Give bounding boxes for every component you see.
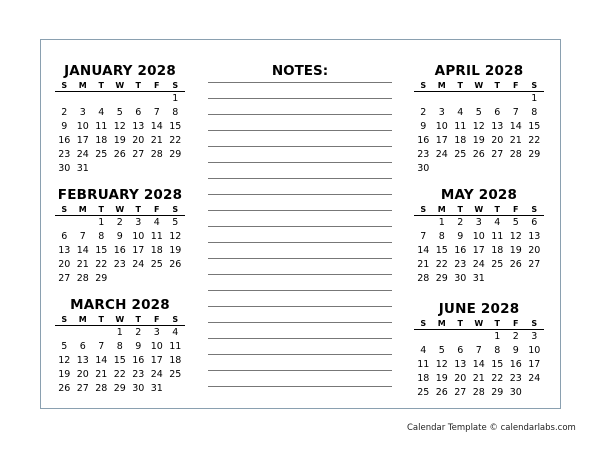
day-cell: 4 — [172, 327, 179, 338]
day-cell: 19 — [435, 373, 448, 384]
empty-day-cell — [74, 216, 93, 230]
day-cell: 4 — [153, 217, 160, 228]
day-cell: 17 — [472, 245, 485, 256]
day-cell: 18 — [417, 373, 430, 384]
month-title: JANUARY 2028 — [64, 63, 176, 79]
day-grid — [414, 216, 544, 286]
day-cell: 24 — [472, 259, 485, 270]
empty-day-cell — [92, 92, 111, 106]
day-cell: 10 — [528, 345, 541, 356]
day-cell: 21 — [417, 259, 430, 270]
day-cell: 23 — [417, 149, 430, 160]
day-cell: 6 — [531, 217, 538, 228]
day-cell: 5 — [475, 107, 482, 118]
day-cell: 3 — [79, 107, 86, 118]
day-cell: 8 — [531, 107, 538, 118]
weekday-label: T — [494, 205, 500, 214]
weekday-label: F — [154, 315, 160, 324]
day-cell: 22 — [528, 135, 541, 146]
day-cell: 7 — [475, 345, 482, 356]
day-cell: 15 — [528, 121, 541, 132]
day-cell: 3 — [531, 331, 538, 342]
day-cell: 27 — [76, 383, 89, 394]
weekday-label: T — [494, 319, 500, 328]
empty-day-cell — [414, 92, 433, 106]
day-cell: 17 — [76, 135, 89, 146]
day-cell: 11 — [491, 231, 504, 242]
day-cell: 6 — [135, 107, 142, 118]
day-cell: 23 — [113, 259, 126, 270]
day-cell: 3 — [475, 217, 482, 228]
day-cell: 21 — [472, 373, 485, 384]
day-grid — [414, 92, 544, 176]
day-cell: 25 — [169, 369, 182, 380]
day-cell: 13 — [76, 355, 89, 366]
day-cell: 23 — [509, 373, 522, 384]
day-cell: 22 — [95, 259, 108, 270]
notes-line[interactable] — [208, 178, 392, 179]
weekday-label: S — [61, 81, 68, 90]
month-title: MARCH 2028 — [70, 297, 170, 313]
day-cell: 22 — [491, 373, 504, 384]
day-cell: 28 — [76, 273, 89, 284]
notes-line[interactable] — [208, 82, 392, 83]
weekday-label: W — [115, 81, 125, 90]
day-cell: 1 — [531, 93, 538, 104]
day-cell: 18 — [95, 135, 108, 146]
day-cell: 31 — [472, 273, 485, 284]
weekday-label: F — [154, 81, 160, 90]
notes-line[interactable] — [208, 114, 392, 115]
day-cell: 21 — [76, 259, 89, 270]
day-cell: 20 — [132, 135, 145, 146]
day-cell: 17 — [132, 245, 145, 256]
weekday-label: F — [513, 81, 519, 90]
notes-line[interactable] — [208, 370, 392, 371]
day-cell: 7 — [98, 341, 105, 352]
day-cell: 9 — [135, 341, 142, 352]
day-cell: 19 — [472, 135, 485, 146]
day-cell: 6 — [79, 341, 86, 352]
day-cell: 12 — [169, 231, 182, 242]
day-cell: 15 — [95, 245, 108, 256]
month-february — [55, 187, 185, 286]
notes-line[interactable] — [208, 146, 392, 147]
day-cell: 25 — [454, 149, 467, 160]
day-cell: 26 — [169, 259, 182, 270]
weekday-header — [414, 318, 544, 330]
weekday-header — [414, 204, 544, 216]
day-cell: 31 — [150, 383, 163, 394]
day-cell: 25 — [491, 259, 504, 270]
day-cell: 6 — [494, 107, 501, 118]
empty-day-cell — [74, 92, 93, 106]
day-cell: 4 — [98, 107, 105, 118]
day-cell: 13 — [58, 245, 71, 256]
day-cell: 2 — [116, 217, 123, 228]
day-cell: 30 — [454, 273, 467, 284]
empty-day-cell — [55, 92, 74, 106]
day-cell: 13 — [454, 359, 467, 370]
day-cell: 9 — [420, 121, 427, 132]
day-cell: 15 — [491, 359, 504, 370]
weekday-label: M — [78, 315, 87, 324]
day-cell: 29 — [528, 149, 541, 160]
month-title: FEBRUARY 2028 — [57, 187, 183, 203]
day-cell: 17 — [528, 359, 541, 370]
empty-day-cell — [451, 92, 470, 106]
day-cell: 2 — [457, 217, 464, 228]
month-january — [55, 63, 185, 176]
weekday-label: T — [98, 81, 104, 90]
weekday-label: M — [78, 81, 87, 90]
day-cell: 24 — [528, 373, 541, 384]
day-cell: 28 — [150, 149, 163, 160]
weekday-label: T — [457, 205, 463, 214]
day-cell: 16 — [113, 245, 126, 256]
notes-line[interactable] — [208, 338, 392, 339]
day-grid — [414, 330, 544, 400]
day-cell: 19 — [169, 245, 182, 256]
empty-day-cell — [507, 92, 526, 106]
weekday-label: W — [474, 205, 484, 214]
notes-line[interactable] — [208, 354, 392, 355]
day-cell: 14 — [472, 359, 485, 370]
day-cell: 18 — [454, 135, 467, 146]
day-cell: 7 — [512, 107, 519, 118]
weekday-label: S — [172, 315, 179, 324]
day-cell: 16 — [417, 135, 430, 146]
day-cell: 12 — [472, 121, 485, 132]
day-cell: 26 — [435, 387, 448, 398]
weekday-label: S — [531, 319, 538, 328]
weekday-label: W — [474, 319, 484, 328]
day-cell: 5 — [438, 345, 445, 356]
day-cell: 24 — [150, 369, 163, 380]
notes-line[interactable] — [208, 162, 392, 163]
day-cell: 14 — [76, 245, 89, 256]
day-cell: 5 — [116, 107, 123, 118]
day-cell: 28 — [472, 387, 485, 398]
footer-credit: Calendar Template © calendarlabs.com — [407, 423, 576, 433]
day-cell: 20 — [528, 245, 541, 256]
day-cell: 11 — [150, 231, 163, 242]
empty-day-cell — [414, 330, 433, 344]
day-cell: 25 — [150, 259, 163, 270]
day-cell: 9 — [512, 345, 519, 356]
empty-day-cell — [414, 216, 433, 230]
day-cell: 10 — [76, 121, 89, 132]
day-cell: 8 — [172, 107, 179, 118]
weekday-label: S — [420, 205, 427, 214]
day-cell: 26 — [58, 383, 71, 394]
day-cell: 31 — [76, 163, 89, 174]
day-cell: 16 — [132, 355, 145, 366]
day-cell: 27 — [528, 259, 541, 270]
notes-line[interactable] — [208, 98, 392, 99]
day-cell: 6 — [61, 231, 68, 242]
weekday-label: S — [61, 205, 68, 214]
day-cell: 20 — [58, 259, 71, 270]
day-cell: 18 — [491, 245, 504, 256]
weekday-label: S — [420, 319, 427, 328]
day-cell: 8 — [438, 231, 445, 242]
day-cell: 30 — [58, 163, 71, 174]
weekday-label: F — [154, 205, 160, 214]
weekday-label: S — [172, 81, 179, 90]
weekday-label: W — [474, 81, 484, 90]
day-cell: 10 — [435, 121, 448, 132]
day-cell: 28 — [95, 383, 108, 394]
empty-day-cell — [74, 326, 93, 340]
day-cell: 5 — [512, 217, 519, 228]
month-april — [414, 63, 544, 176]
day-cell: 11 — [169, 341, 182, 352]
day-cell: 11 — [454, 121, 467, 132]
weekday-label: F — [513, 319, 519, 328]
day-cell: 27 — [454, 387, 467, 398]
weekday-header — [55, 204, 185, 216]
day-cell: 28 — [509, 149, 522, 160]
day-cell: 21 — [509, 135, 522, 146]
day-cell: 29 — [169, 149, 182, 160]
day-cell: 25 — [417, 387, 430, 398]
day-cell: 7 — [79, 231, 86, 242]
day-cell: 18 — [169, 355, 182, 366]
notes-line[interactable] — [208, 386, 392, 387]
empty-day-cell — [470, 92, 489, 106]
day-cell: 29 — [435, 273, 448, 284]
day-cell: 19 — [58, 369, 71, 380]
day-cell: 16 — [509, 359, 522, 370]
day-cell: 14 — [417, 245, 430, 256]
month-march — [55, 297, 185, 396]
day-cell: 22 — [169, 135, 182, 146]
weekday-label: S — [531, 81, 538, 90]
weekday-label: T — [135, 205, 141, 214]
day-cell: 3 — [438, 107, 445, 118]
weekday-label: T — [457, 81, 463, 90]
day-cell: 2 — [61, 107, 68, 118]
empty-day-cell — [488, 92, 507, 106]
day-cell: 17 — [150, 355, 163, 366]
day-cell: 9 — [457, 231, 464, 242]
day-cell: 4 — [420, 345, 427, 356]
day-cell: 14 — [95, 355, 108, 366]
day-cell: 13 — [491, 121, 504, 132]
day-cell: 24 — [435, 149, 448, 160]
day-cell: 29 — [113, 383, 126, 394]
day-cell: 20 — [491, 135, 504, 146]
empty-day-cell — [92, 326, 111, 340]
day-cell: 9 — [61, 121, 68, 132]
day-cell: 18 — [150, 245, 163, 256]
day-cell: 20 — [76, 369, 89, 380]
day-cell: 14 — [150, 121, 163, 132]
day-cell: 28 — [417, 273, 430, 284]
day-cell: 13 — [528, 231, 541, 242]
day-cell: 10 — [150, 341, 163, 352]
day-cell: 12 — [435, 359, 448, 370]
day-cell: 19 — [509, 245, 522, 256]
day-cell: 23 — [454, 259, 467, 270]
weekday-header — [414, 80, 544, 92]
empty-day-cell — [451, 330, 470, 344]
day-cell: 11 — [95, 121, 108, 132]
weekday-label: T — [457, 319, 463, 328]
day-cell: 6 — [457, 345, 464, 356]
day-cell: 26 — [472, 149, 485, 160]
day-grid — [55, 216, 185, 286]
weekday-label: S — [420, 81, 427, 90]
month-june — [414, 301, 544, 400]
day-cell: 23 — [132, 369, 145, 380]
day-cell: 15 — [169, 121, 182, 132]
day-cell: 27 — [132, 149, 145, 160]
day-cell: 12 — [113, 121, 126, 132]
weekday-label: T — [494, 81, 500, 90]
notes-line[interactable] — [208, 210, 392, 211]
notes-line[interactable] — [208, 322, 392, 323]
day-cell: 15 — [435, 245, 448, 256]
day-cell: 7 — [420, 231, 427, 242]
weekday-label: M — [437, 81, 446, 90]
weekday-label: T — [98, 205, 104, 214]
notes-line[interactable] — [208, 226, 392, 227]
day-cell: 25 — [95, 149, 108, 160]
day-cell: 1 — [116, 327, 123, 338]
day-cell: 13 — [132, 121, 145, 132]
day-cell: 26 — [113, 149, 126, 160]
weekday-label: M — [78, 205, 87, 214]
weekday-header — [55, 314, 185, 326]
day-cell: 30 — [417, 163, 430, 174]
day-cell: 2 — [420, 107, 427, 118]
weekday-label: T — [135, 315, 141, 324]
day-cell: 12 — [58, 355, 71, 366]
month-title: MAY 2028 — [440, 187, 518, 203]
day-cell: 4 — [494, 217, 501, 228]
day-cell: 11 — [417, 359, 430, 370]
day-cell: 3 — [153, 327, 160, 338]
weekday-header — [55, 80, 185, 92]
day-cell: 22 — [435, 259, 448, 270]
day-cell: 23 — [58, 149, 71, 160]
day-cell: 24 — [132, 259, 145, 270]
day-grid — [55, 92, 185, 176]
notes-line[interactable] — [208, 130, 392, 131]
notes-section — [208, 63, 392, 79]
weekday-label: M — [437, 205, 446, 214]
day-cell: 29 — [95, 273, 108, 284]
notes-title: NOTES: — [271, 63, 329, 79]
notes-line[interactable] — [208, 306, 392, 307]
weekday-label: F — [513, 205, 519, 214]
month-title: JUNE 2028 — [438, 301, 520, 317]
weekday-label: S — [61, 315, 68, 324]
day-cell: 12 — [509, 231, 522, 242]
empty-day-cell — [55, 216, 74, 230]
month-title: APRIL 2028 — [434, 63, 524, 79]
day-cell: 10 — [472, 231, 485, 242]
day-cell: 17 — [435, 135, 448, 146]
day-cell: 1 — [172, 93, 179, 104]
day-cell: 27 — [58, 273, 71, 284]
day-cell: 16 — [454, 245, 467, 256]
day-cell: 2 — [135, 327, 142, 338]
empty-day-cell — [129, 92, 148, 106]
day-cell: 21 — [95, 369, 108, 380]
empty-day-cell — [470, 330, 489, 344]
empty-day-cell — [111, 92, 130, 106]
day-cell: 24 — [76, 149, 89, 160]
day-cell: 22 — [113, 369, 126, 380]
day-cell: 30 — [509, 387, 522, 398]
day-grid — [55, 326, 185, 396]
day-cell: 4 — [457, 107, 464, 118]
empty-day-cell — [433, 92, 452, 106]
notes-line[interactable] — [208, 274, 392, 275]
month-may — [414, 187, 544, 286]
empty-day-cell — [433, 330, 452, 344]
day-cell: 3 — [135, 217, 142, 228]
day-cell: 14 — [509, 121, 522, 132]
weekday-label: W — [115, 205, 125, 214]
day-cell: 27 — [491, 149, 504, 160]
day-cell: 8 — [494, 345, 501, 356]
weekday-label: S — [172, 205, 179, 214]
day-cell: 8 — [116, 341, 123, 352]
day-cell: 26 — [509, 259, 522, 270]
notes-line[interactable] — [208, 242, 392, 243]
weekday-label: S — [531, 205, 538, 214]
weekday-label: M — [437, 319, 446, 328]
day-cell: 19 — [113, 135, 126, 146]
empty-day-cell — [55, 326, 74, 340]
weekday-label: T — [98, 315, 104, 324]
day-cell: 15 — [113, 355, 126, 366]
weekday-label: T — [135, 81, 141, 90]
day-cell: 21 — [150, 135, 163, 146]
day-cell: 7 — [153, 107, 160, 118]
empty-day-cell — [148, 92, 167, 106]
day-cell: 8 — [98, 231, 105, 242]
day-cell: 1 — [98, 217, 105, 228]
day-cell: 2 — [512, 331, 519, 342]
day-cell: 1 — [438, 217, 445, 228]
day-cell: 9 — [116, 231, 123, 242]
day-cell: 10 — [132, 231, 145, 242]
day-cell: 5 — [172, 217, 179, 228]
day-cell: 1 — [494, 331, 501, 342]
day-cell: 20 — [454, 373, 467, 384]
day-cell: 30 — [132, 383, 145, 394]
day-cell: 16 — [58, 135, 71, 146]
notes-line[interactable] — [208, 194, 392, 195]
day-cell: 5 — [61, 341, 68, 352]
notes-line[interactable] — [208, 258, 392, 259]
day-cell: 29 — [491, 387, 504, 398]
notes-line[interactable] — [208, 290, 392, 291]
weekday-label: W — [115, 315, 125, 324]
